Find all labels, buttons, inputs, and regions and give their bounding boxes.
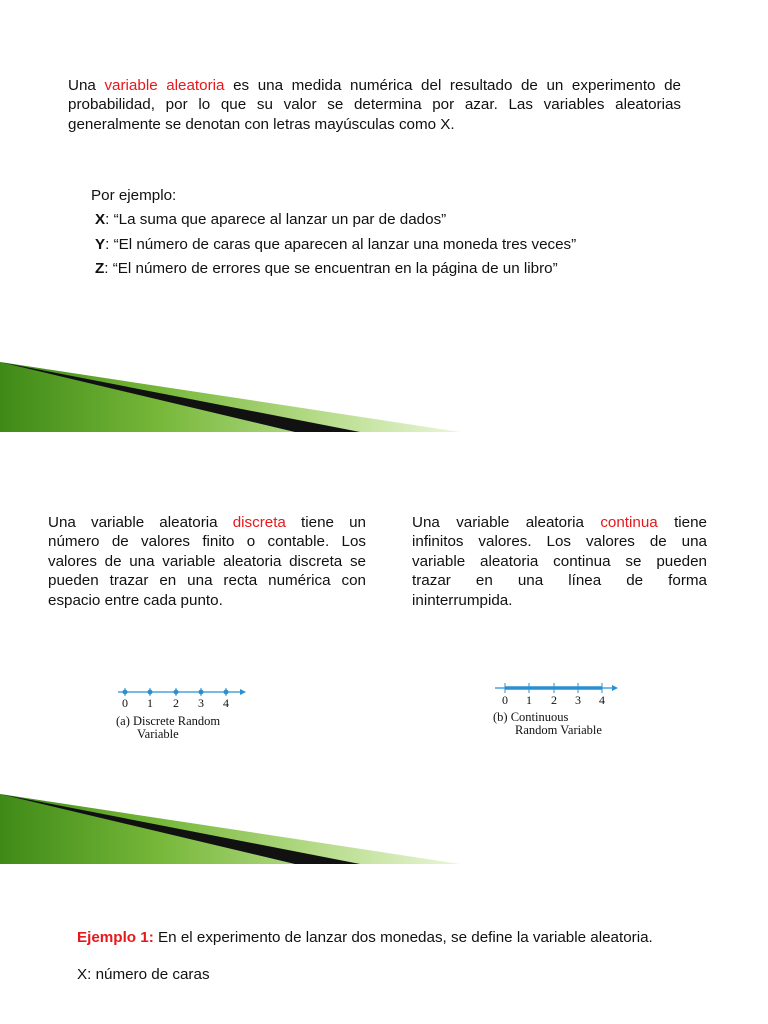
figure-caption: Random Variable (515, 723, 602, 737)
intro-term: variable aleatoria (104, 77, 225, 94)
example-text: : “El número de errores que se encuentran en la página de un libro” (104, 260, 558, 277)
tick-label: 2 (173, 696, 179, 710)
point-marker (148, 690, 152, 694)
example-text: : “La suma que aparece al lanzar un par de dados” (105, 211, 447, 228)
point-marker (123, 690, 127, 694)
continuous-term: continua (600, 514, 658, 531)
example-text: : “El número de caras que aparecen al lanzar una moneda tres veces” (105, 235, 577, 253)
arrow-head-icon (612, 685, 618, 691)
point-marker (199, 690, 203, 694)
example-var: X (95, 211, 106, 228)
point-marker (174, 690, 178, 694)
examples-block (91, 187, 576, 285)
section-divider-bottom (0, 794, 460, 868)
tick-label: 4 (223, 696, 229, 710)
example-item-x (95, 211, 576, 228)
intro-prefix: Una (68, 77, 105, 94)
section-divider-top (0, 362, 460, 436)
tick-label: 3 (575, 693, 581, 707)
discrete-prefix: Una variable aleatoria (48, 514, 233, 531)
continuous-prefix: Una variable aleatoria (412, 514, 601, 531)
example-item-y (95, 236, 576, 253)
example-var: Y (95, 235, 106, 253)
examples-heading: Por ejemplo: (91, 187, 177, 204)
example-item-z (95, 260, 576, 277)
tick-label: 3 (198, 696, 204, 710)
arrow-head-icon (240, 689, 246, 695)
intro-paragraph (68, 76, 681, 134)
figure-caption: (a) Discrete Random (116, 714, 221, 728)
tick-label: 1 (147, 696, 153, 710)
tick-label: 0 (502, 693, 508, 707)
example-1-label: Ejemplo 1: (77, 929, 154, 946)
discrete-number-line-figure (110, 682, 260, 744)
tick-label: 4 (599, 693, 605, 707)
intro-suffix: es una medida numérica del resultado de un experimento de probabilidad, por lo que su valor se determina por azar. Las variables aleatorias generalmente se denotan con letras mayúsculas como X. (68, 77, 681, 133)
tick-label: 0 (122, 696, 128, 710)
tick-label: 1 (526, 693, 532, 707)
continuous-paragraph (412, 513, 707, 610)
figure-caption: Variable (137, 727, 179, 741)
example-1-variable: X: número de caras (77, 966, 210, 983)
example-1 (77, 929, 653, 946)
discrete-suffix: tiene un número de valores finito o contable. Los valores de una variable aleatoria discreta se pueden trazar en una recta numérica con espacio entre cada punto. (48, 514, 366, 609)
example-1-text: En el experimento de lanzar dos monedas, se define la variable aleatoria. (153, 929, 653, 946)
example-var: Z (95, 260, 105, 277)
discrete-term: discreta (232, 514, 286, 531)
figure-caption: (b) Continuous (493, 710, 569, 724)
continuous-number-line-figure (490, 678, 630, 740)
tick-label: 2 (551, 693, 557, 707)
continuous-suffix: tiene infinitos valores. Los valores de una variable aleatoria continua se pueden trazar en una línea de forma ininterrumpida. (412, 514, 708, 609)
point-marker (224, 690, 228, 694)
discrete-paragraph (48, 513, 366, 610)
